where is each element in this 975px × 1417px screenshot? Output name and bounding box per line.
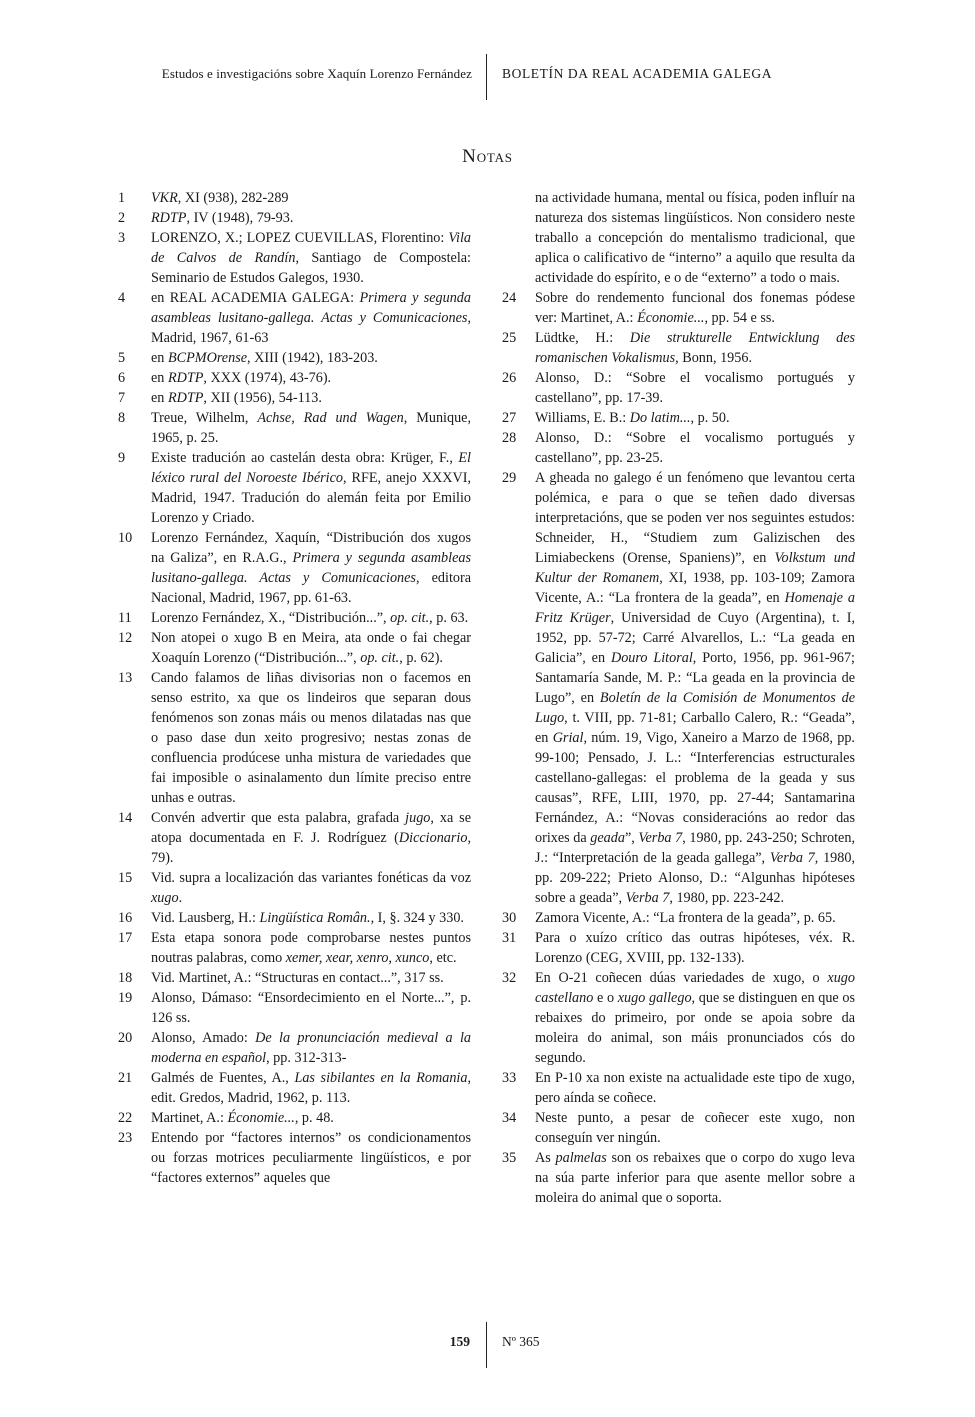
footnote — [118, 608, 471, 628]
footnote — [502, 1108, 855, 1148]
footnote-text: Williams, E. B.: Do latim..., p. 50. — [535, 410, 730, 426]
footnote-text: Sobre do rendemento funcional dos fonemas pódese ver: Martinet, A.: Économie..., pp. 54 e ss. — [535, 290, 855, 326]
footnote — [118, 228, 471, 288]
footnote — [502, 328, 855, 368]
footnote-number: 4 — [118, 290, 126, 306]
footnote — [502, 408, 855, 428]
footnote-number: 18 — [118, 970, 133, 986]
footnote-number: 8 — [118, 410, 126, 426]
footnote — [118, 528, 471, 608]
footnote-number: 28 — [502, 430, 517, 446]
footnote-number: 12 — [118, 630, 133, 646]
footnote-text: Esta etapa sonora pode comprobarse nestes puntos noutras palabras, como xemer, xear, xenro, xunco, etc. — [151, 930, 471, 966]
footnote — [118, 928, 471, 968]
footnote — [118, 628, 471, 668]
footnote-text: Vid. Martinet, A.: “Structuras en contact...”, 317 ss. — [151, 970, 444, 986]
footnote-text: en BCPMOrense, XIII (1942), 183-203. — [151, 350, 378, 366]
footnote-number: 1 — [118, 190, 126, 206]
footnote — [502, 468, 855, 908]
footnote-number: 14 — [118, 810, 133, 826]
footnote-text: en RDTP, XXX (1974), 43-76). — [151, 370, 332, 386]
footnote — [118, 868, 471, 908]
footnote-number: 35 — [502, 1150, 517, 1166]
footnote-text: Alonso, D.: “Sobre el vocalismo portugués y castellano”, pp. 17-39. — [535, 370, 855, 406]
footnote-number: 5 — [118, 350, 126, 366]
footnote — [118, 348, 471, 368]
footnote — [502, 288, 855, 328]
footnote — [118, 288, 471, 348]
footnote-text: en RDTP, XII (1956), 54-113. — [151, 390, 322, 406]
footnote — [118, 968, 471, 988]
footnote — [118, 408, 471, 448]
footnote-text: na actividade humana, mental ou física, poden influír na natureza dos sistemas lingüísticos. Non considero neste traballo a concepción do mentalismo tradicional, que aplica o calificativo de “interno” a aquilo que resulta da actividade do espírito, e o de “externo” a todo o mais. — [535, 190, 855, 286]
footnote-text: Para o xuízo crítico das outras hipóteses, véx. R. Lorenzo (CEG, XVIII, pp. 132-133). — [535, 930, 855, 966]
footnote — [118, 1108, 471, 1128]
footnote-text: As palmelas son os rebaixes que o corpo do xugo leva na súa parte inferior para que asente mellor sobre a moleira do animal que o soporta. — [535, 1150, 855, 1206]
footnote-text: Alonso, Dámaso: “Ensordecimiento en el Norte...”, p. 126 ss. — [151, 990, 471, 1026]
footnote-text: Alonso, Amado: De la pronunciación medieval a la moderna en español, pp. 312-313- — [151, 1030, 472, 1066]
footnote-number: 2 — [118, 210, 126, 226]
footnote-number: 26 — [502, 370, 517, 386]
notes-column-right — [502, 188, 855, 1208]
footnote-text: Vid. supra a localización das variantes fonéticas da voz xugo. — [151, 870, 471, 906]
footnote-number: 11 — [118, 610, 132, 626]
footnote-number: 23 — [118, 1130, 133, 1146]
footnote-number: 20 — [118, 1030, 133, 1046]
footnote-text: Neste punto, a pesar de coñecer este xugo, non conseguín ver ningún. — [535, 1110, 855, 1146]
footnote-number: 6 — [118, 370, 126, 386]
footnote-number: 25 — [502, 330, 517, 346]
footnote — [118, 208, 471, 228]
footnote — [502, 908, 855, 928]
footnote-number: 13 — [118, 670, 133, 686]
footer-divider — [486, 1322, 487, 1368]
footnote — [118, 1128, 471, 1188]
footnote-text: Lorenzo Fernández, Xaquín, “Distribución dos xugos na Galiza”, en R.A.G., Primera y segunda asambleas lusitano-gallega. Actas y Comunicaciones, editora Nacional, Madrid, 1967, pp. 61-63. — [151, 530, 471, 606]
footnote-text: Alonso, D.: “Sobre el vocalismo portugués y castellano”, pp. 23-25. — [535, 430, 855, 466]
running-header-left: Estudos e investigacións sobre Xaquín Lorenzo Fernández — [161, 66, 472, 81]
footnote — [118, 1068, 471, 1108]
footnote-number: 30 — [502, 910, 517, 926]
footnote — [118, 988, 471, 1028]
section-title: Notas — [462, 146, 513, 167]
footnote-text: Entendo por “factores internos” os condicionamentos ou forzas motrices peculiarmente lingüísticos, e por “factores externos” aqueles que — [151, 1130, 471, 1186]
footnote-text: Cando falamos de liñas divisorias non o facemos en senso estrito, xa que os lindeiros que separan dous fenómenos son zonas máis ou menos dilatadas nas que o paso dase dun xeito progresivo; nestas zonas de confluencia prodúcese unha mistura de variedades que fai imposible o asinalamento dun límite preciso entre unhas e outras. — [151, 670, 471, 806]
page-number: 159 — [449, 1334, 470, 1349]
footnote — [502, 928, 855, 968]
footnote — [118, 1028, 471, 1068]
footnote-number: 27 — [502, 410, 517, 426]
footnote-number: 3 — [118, 230, 126, 246]
footnote-text: Convén advertir que esta palabra, grafada jugo, xa se atopa documentada en F. J. Rodríguez (Diccionario, 79). — [151, 810, 471, 866]
footnote-number: 16 — [118, 910, 133, 926]
issue-number: Nº 365 — [502, 1334, 540, 1349]
footnote-number: 33 — [502, 1070, 517, 1086]
footnote — [502, 428, 855, 468]
footnote-text: Lüdtke, H.: Die strukturelle Entwicklung des romanischen Vokalismus, Bonn, 1956. — [535, 330, 856, 366]
footnote — [118, 668, 471, 808]
footnote — [118, 388, 471, 408]
footnote-number: 15 — [118, 870, 133, 886]
footnote — [118, 188, 471, 208]
footnote-text: A gheada no galego é un fenómeno que levantou certa polémica, e para o que se teñen dado diversas interpretacións, que se poden ver nos seguintes estudos: Schneider, H., “Studiem zum Galizischen des Limiabeckens (Orense, Spaniens)”, en Volkstum und Kultur der Romanem, XI, 1938, pp. 103-109; Zamora Vicente, A.: “La frontera de la geada”, en Homenaje a Fritz Krüger, Universidad de Cuyo (Argentina), t. I, 1952, pp. 57-72; Carré Alvarellos, L.: “La geada en Galicia”, en Douro Litoral, Porto, 1956, pp. 961-967; Santamaría Sande, M. P.: “La geada en la provincia de Lugo”, en Boletín de la Comisión de Monumentos de Lugo, t. VIII, pp. 71-81; Carballo Calero, R.: “Geada”, en Grial, núm. 19, Vigo, Xaneiro a Marzo de 1968, pp. 99-100; Pensado, J. L.: “Interferencias estructurales castellano-gallegas: el problema de la geada y sus causas”, RFE, LIII, 1970, pp. 27-44; Santamarina Fernández, A.: “Novas consideracións ao redor das orixes da geada”, Verba 7, 1980, pp. 243-250; Schroten, J.: “Interpretación de la geada gallega”, Verba 7, 1980, pp. 209-222; Prieto Alonso, D.: “Algunhas hipóteses sobre a geada”, Verba 7, 1980, pp. 223-242. — [535, 470, 855, 906]
footnote-number: 19 — [118, 990, 133, 1006]
footnote-number: 7 — [118, 390, 126, 406]
footnote-number: 32 — [502, 970, 517, 986]
footnote-text: En P-10 xa non existe na actualidade este tipo de xugo, pero aínda se coñece. — [535, 1070, 855, 1106]
footnote-number: 31 — [502, 930, 517, 946]
footnote-number: 21 — [118, 1070, 133, 1086]
running-header-right: BOLETÍN DA REAL ACADEMIA GALEGA — [502, 66, 773, 81]
footnote-text: en REAL ACADEMIA GALEGA: Primera y segunda asambleas lusitano-gallega. Actas y Comunicaciones, Madrid, 1967, 61-63 — [151, 290, 471, 346]
footnote-text: En O-21 coñecen dúas variedades de xugo, o xugo castellano e o xugo gallego, que se distinguen en que os rebaixes do primeiro, por onde se apoia sobre da moleira do animal, son máis pronunciados cós do segundo. — [535, 970, 856, 1066]
footnote-text: Galmés de Fuentes, A., Las sibilantes en la Romania, edit. Gredos, Madrid, 1962, p. 113. — [151, 1070, 471, 1106]
footnote — [502, 188, 855, 288]
footnote-text: Lorenzo Fernández, X., “Distribución...”, op. cit., p. 63. — [151, 610, 469, 626]
footnote-number: 9 — [118, 450, 126, 466]
footnote-text: VKR, XI (938), 282-289 — [151, 190, 289, 206]
footnote-text: Treue, Wilhelm, Achse, Rad und Wagen, Munique, 1965, p. 25. — [151, 410, 472, 446]
footnote-number: 29 — [502, 470, 517, 486]
footnote-text: Vid. Lausberg, H.: Lingüística Român., I, §. 324 y 330. — [151, 910, 464, 926]
footnote — [502, 1148, 855, 1208]
footnote — [502, 1068, 855, 1108]
footnote-text: Zamora Vicente, A.: “La frontera de la geada”, p. 65. — [535, 910, 836, 926]
footnote-text: LORENZO, X.; LOPEZ CUEVILLAS, Florentino: Vila de Calvos de Randín, Santiago de Compostela: Seminario de Estudos Galegos, 1930. — [151, 230, 471, 286]
footnote-number: 24 — [502, 290, 517, 306]
footnote — [502, 968, 855, 1068]
footnote-number: 22 — [118, 1110, 133, 1126]
footnote-number: 10 — [118, 530, 133, 546]
footnote — [118, 448, 471, 528]
footnote — [118, 908, 471, 928]
footnote-number: 34 — [502, 1110, 517, 1126]
footnote — [502, 368, 855, 408]
footnote-text: Existe tradución ao castelán desta obra: Krüger, F., El léxico rural del Noroeste Ibérico, RFE, anejo XXXVI, Madrid, 1947. Tradución do alemán feita por Emilio Lorenzo y Criado. — [151, 450, 471, 526]
footnote-text: Non atopei o xugo B en Meira, ata onde o fai chegar Xoaquín Lorenzo (“Distribución...”, op. cit., p. 62). — [151, 630, 471, 666]
footnote — [118, 368, 471, 388]
notes-column-left — [118, 188, 471, 1188]
footnote-number: 17 — [118, 930, 133, 946]
footnote — [118, 808, 471, 868]
footnote-text: Martinet, A.: Économie..., p. 48. — [151, 1110, 334, 1126]
footnote-text: RDTP, IV (1948), 79-93. — [151, 210, 294, 226]
header-divider — [486, 54, 487, 100]
